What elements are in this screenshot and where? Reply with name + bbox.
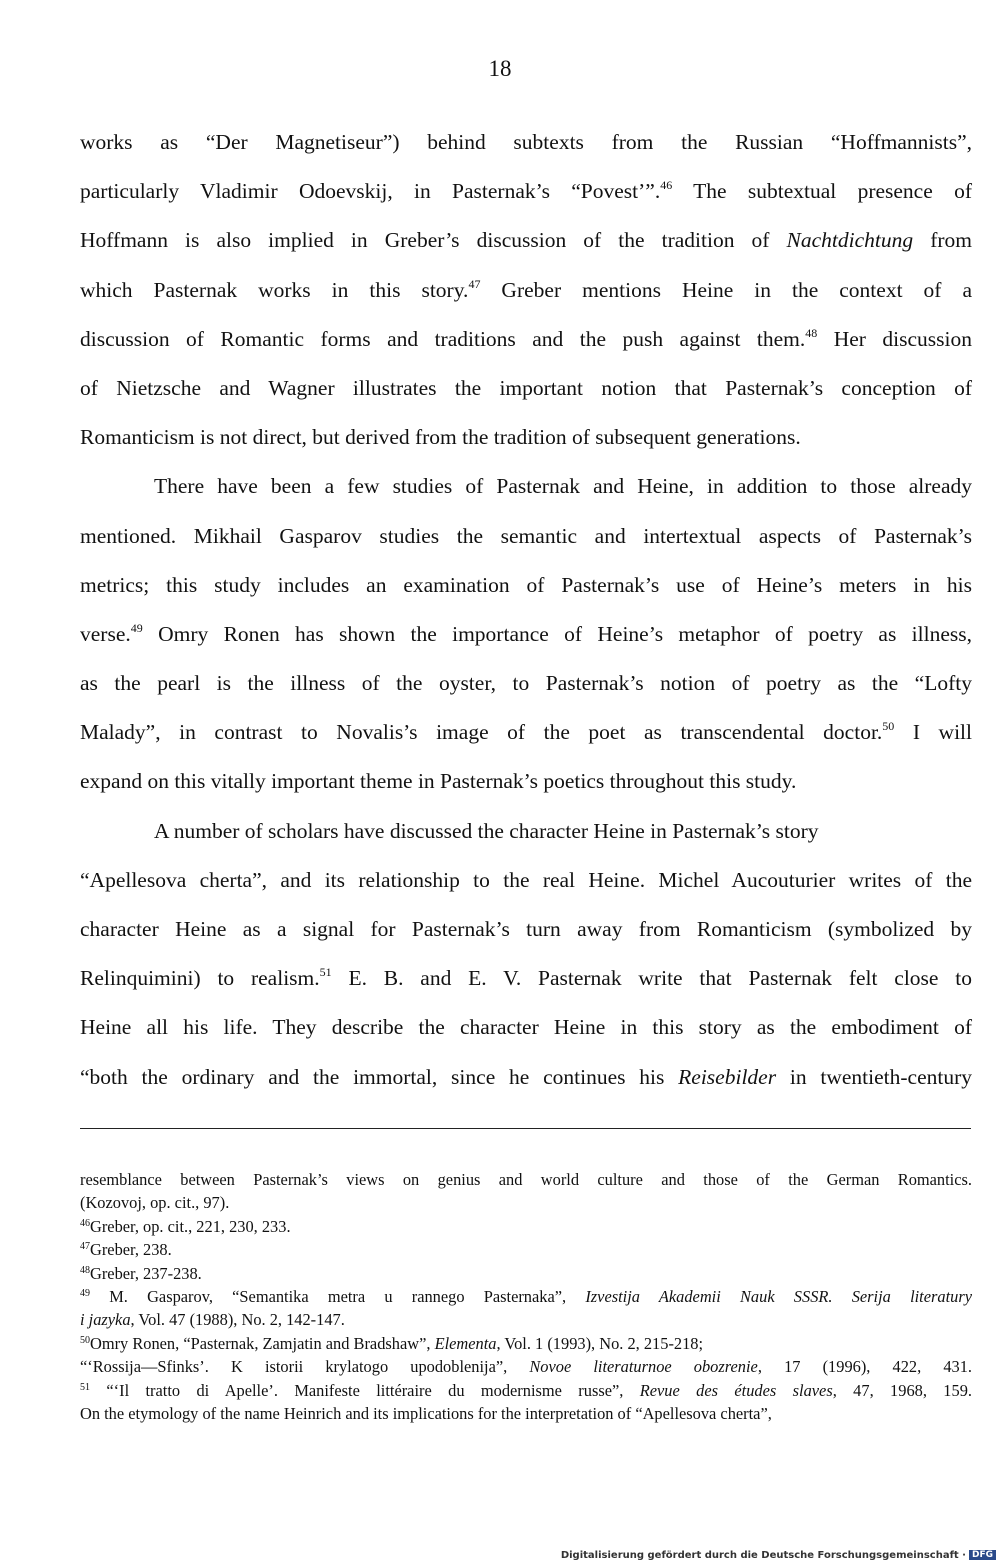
dfg-logo-icon: DFG: [969, 1550, 996, 1560]
text-line: [80, 862, 972, 911]
text-segment: Greber, 238.: [90, 1240, 172, 1260]
footnote-number: 46: [80, 1217, 90, 1229]
paragraph-start: [80, 813, 972, 862]
text-segment: as the pearl is the illness of the oyster, to Pasternak’s notion of poetry as the “Lofty: [80, 671, 972, 696]
text-line: [80, 173, 972, 222]
text-segment: Greber, 237-238.: [90, 1263, 202, 1283]
footnote-number: 50: [80, 1334, 90, 1346]
text-line: [80, 616, 972, 665]
footnote-line: [80, 1191, 972, 1214]
text-segment: metrics; this study includes an examination of Pasternak’s use of Heine’s meters in his: [80, 572, 972, 597]
text-segment: There have been a few studies of Pasternak and Heine, in addition to those already: [154, 474, 972, 499]
footnotes: [80, 1168, 972, 1425]
text-segment: Malady”, in contrast to Novalis’s image of the poet as transcendental doctor.: [80, 720, 883, 745]
page-number: 18: [488, 56, 512, 81]
text-segment: “both the ordinary and the immortal, since he continues his: [80, 1064, 679, 1089]
footnote-line: [80, 1355, 972, 1378]
footnote-51: [80, 1379, 972, 1402]
text-segment: resemblance between Pasternak’s views on genius and world culture and those of the German Romantics.: [80, 1170, 972, 1189]
text-line: [80, 1009, 972, 1058]
text-segment: mentioned. Mikhail Gasparov studies the semantic and intertextual aspects of Pasternak’s: [80, 523, 972, 548]
italic-title: Reisebilder: [678, 1064, 777, 1089]
footnote-number: 49: [80, 1287, 90, 1299]
text-line: [80, 419, 972, 468]
text-line: [80, 518, 972, 567]
text-segment: Greber mentions Heine in the context of a: [480, 277, 972, 302]
text-segment: which Pasternak works in this story.: [80, 277, 469, 302]
text-line: [80, 567, 972, 616]
text-segment: in twentieth-century: [776, 1064, 972, 1089]
footnote-number: 48: [80, 1264, 90, 1276]
credit-text: Digitalisierung gefördert durch die Deutsche Forschungsgemeinschaft ·: [560, 1550, 966, 1561]
italic-title: Izvestija Akademii Nauk SSSR. Serija literatury: [585, 1286, 972, 1306]
footnote-ref: 46: [660, 178, 673, 193]
italic-title: Novoe literaturnoe obozrenie: [529, 1357, 758, 1377]
footnote-46: [80, 1215, 972, 1238]
footnote-47: [80, 1238, 972, 1261]
text-line: [80, 1059, 972, 1108]
text-segment: E. B. and E. V. Pasternak write that Pasternak felt close to: [331, 966, 973, 991]
text-segment: The subtextual presence of: [672, 179, 972, 204]
text-segment: Hoffmann is also implied in Greber’s discussion of the tradition of: [80, 228, 787, 253]
text-segment: verse.: [80, 621, 131, 646]
footnote-ref: 51: [319, 965, 332, 980]
text-line: [80, 763, 972, 812]
footnote-ref: 50: [882, 719, 895, 734]
text-line: [80, 222, 972, 271]
text-segment: , Vol. 47 (1988), No. 2, 142-147.: [130, 1310, 345, 1330]
italic-title: Revue des études slaves: [639, 1380, 833, 1400]
footnote-line: [80, 1308, 972, 1331]
footnote-number: 47: [80, 1241, 90, 1253]
text-segment: “‘Il tratto di Apelle’. Manifeste littéraire du modernisme russe”,: [90, 1380, 640, 1400]
text-segment: Her discussion: [817, 326, 972, 351]
digitization-credit: [561, 1550, 996, 1561]
footnote-line: [80, 1402, 972, 1425]
text-segment: works as “Der Magnetiseur”) behind subtexts from the Russian “Hoffmannists”,: [80, 130, 972, 154]
text-segment: A number of scholars have discussed the character Heine in Pasternak’s story: [154, 818, 819, 843]
footnote-ref: 49: [130, 620, 143, 635]
text-line: [80, 370, 972, 419]
text-segment: of Nietzsche and Wagner illustrates the important notion that Pasternak’s conception of: [80, 375, 972, 400]
text-segment: Omry Ronen has shown the importance of Heine’s metaphor of poetry as illness,: [142, 621, 972, 646]
text-segment: , 47, 1968, 159.: [832, 1380, 972, 1400]
body-text: [80, 124, 972, 1108]
text-line: [80, 714, 972, 763]
footnote-49: [80, 1285, 972, 1308]
footnote-ref: 48: [805, 325, 818, 340]
text-line: [80, 960, 972, 1009]
text-segment: discussion of Romantic forms and traditions and the push against them.: [80, 326, 806, 351]
footnote-ref: 47: [468, 276, 481, 291]
text-line: [80, 911, 972, 960]
paragraph-start: [80, 468, 972, 517]
italic-title: Elementa: [434, 1333, 497, 1353]
italic-title: Nachtdichtung: [786, 228, 914, 253]
text-segment: Greber, op. cit., 221, 230, 233.: [90, 1216, 291, 1236]
text-segment: particularly Vladimir Odoevskij, in Pasternak’s “Povest’”.: [80, 179, 661, 204]
italic-title: i jazyka: [80, 1310, 131, 1330]
text-segment: Omry Ronen, “Pasternak, Zamjatin and Bradshaw”,: [90, 1333, 435, 1353]
text-segment: Romanticism is not direct, but derived from the tradition of subsequent generations.: [80, 425, 801, 450]
text-segment: “‘Rossija—Sfinks’. K istorii krylatogo upodoblenija”,: [80, 1357, 530, 1377]
text-line: [80, 665, 972, 714]
footnote-number: 51: [80, 1381, 90, 1393]
text-line: [80, 124, 972, 173]
text-segment: , Vol. 1 (1993), No. 2, 215-218;: [496, 1333, 704, 1353]
text-line: [80, 321, 972, 370]
footnote-50: [80, 1332, 972, 1355]
footnote-divider: [80, 1128, 971, 1129]
text-segment: character Heine as a signal for Pasternak’s turn away from Romanticism (symbolized by: [80, 917, 972, 941]
text-segment: , 17 (1996), 422, 431.: [757, 1357, 973, 1377]
text-segment: “Apellesova cherta”, and its relationship to the real Heine. Michel Aucouturier writes of the: [80, 867, 972, 892]
text-segment: (Kozovoj, op. cit., 97).: [80, 1193, 230, 1213]
text-segment: I will: [894, 720, 973, 745]
text-segment: from: [913, 228, 972, 253]
footnote-line: [80, 1168, 972, 1191]
text-segment: expand on this vitally important theme in Pasternak’s poetics throughout this study.: [80, 769, 797, 794]
text-line: [80, 272, 972, 321]
text-segment: On the etymology of the name Heinrich and its implications for the interpretation of “Apellesova cherta”,: [80, 1403, 772, 1423]
footnote-48: [80, 1262, 972, 1285]
text-segment: Relinquimini) to realism.: [80, 966, 320, 991]
text-segment: M. Gasparov, “Semantika metra u rannego Pasternaka”,: [90, 1286, 586, 1306]
text-segment: Heine all his life. They describe the character Heine in this story as the embodiment of: [80, 1015, 972, 1040]
